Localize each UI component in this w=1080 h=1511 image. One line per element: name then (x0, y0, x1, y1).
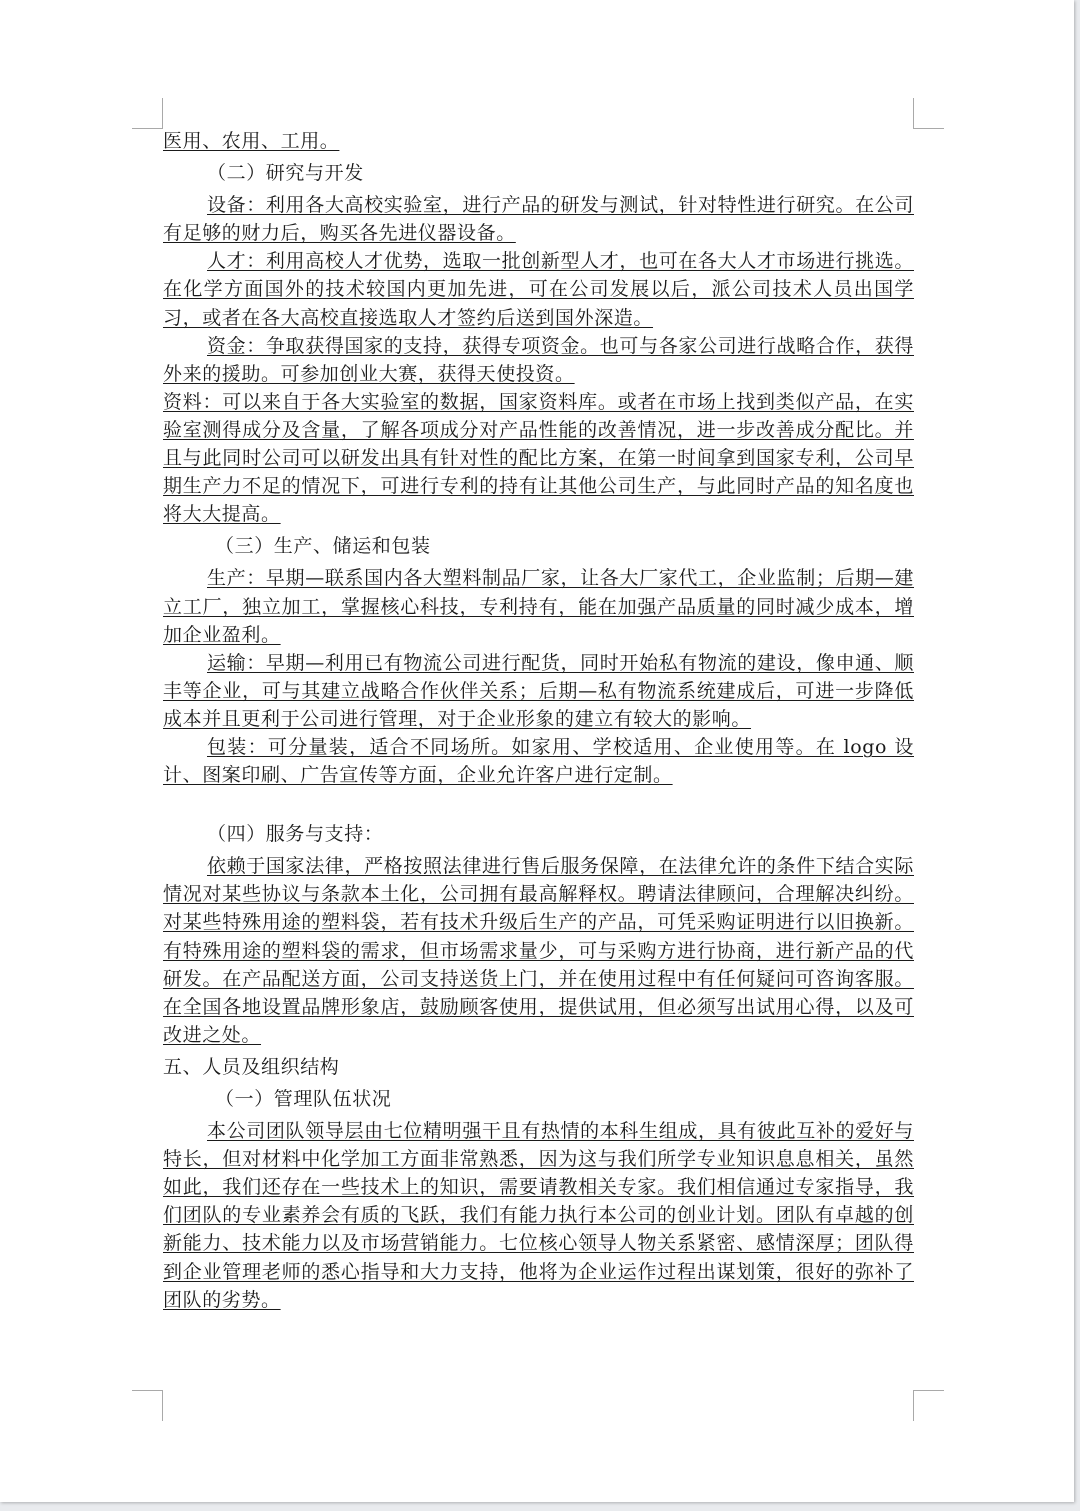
paragraph-transport: 运输：早期—利用已有物流公司进行配货，同时开始私有物流的建设，像申通、顺丰等企业，可与其建立战略合作伙伴关系；后期—私有物流系统建成后，可进一步降低成本并且更利于公司进行管理，对于企业形象的建立有较大的影响。 (163, 651, 914, 730)
document-body[interactable] (163, 127, 914, 1314)
paragraph-team: 本公司团队领导层由七位精明强干且有热情的本科生组成，具有彼此互补的爱好与特长，但对材料中化学加工方面非常熟悉，因为这与我们所学专业知识息息相关，虽然如此，我们还存在一些技术上的知识，需要请教相关专家。我们相信通过专家指导，我们团队的专业素养会有质的飞跃，我们有能力执行本公司的创业计划。团队有卓越的创新能力、技术能力以及市场营销能力。七位核心领导人物关系紧密、感情深厚；团队得到企业管理老师的悉心指导和大力支持，他将为企业运作过程出谋划策，很好的弥补了团队的劣势。 (163, 1120, 914, 1311)
blank-line (163, 789, 914, 816)
crop-mark-top-right (913, 98, 944, 129)
heading-production-storage-packaging: （三）生产、储运和包装 (215, 535, 431, 558)
paragraph-materials: 资料：可以来自于各大实验室的数据，国家资料库。或者在市场上找到类似产品，在实验室测得成分及含量，了解各项成分对产品性能的改善情况，进一步改善成分配比。并且与此同时公司可以研发出具有针对性的配比方案，在第一时间拿到国家专利，公司早期生产力不足的情况下，可进行专利的持有让其他公司生产，与此同时产品的知名度也将大大提高。 (163, 390, 914, 526)
paragraph-funds: 资金：争取获得国家的支持，获得专项资金。也可与各家公司进行战略合作，获得外来的援助。可参加创业大赛，获得天使投资。 (163, 334, 914, 385)
paragraph-intro-tail: 医用、农用、工用。 (163, 130, 340, 152)
paragraph-production: 生产：早期—联系国内各大塑料制品厂家，让各大厂家代工，企业监制；后期—建立工厂，独立加工，掌握核心科技，专利持有，能在加强产品质量的同时减少成本，增加企业盈利。 (163, 567, 914, 646)
paragraph-packaging: 包装：可分量装，适合不同场所。如家用、学校适用、企业使用等。在 logo 设计、图案印刷、广告宣传等方面，企业允许客户进行定制。 (163, 735, 914, 787)
heading-research-development: （二）研究与开发 (207, 162, 364, 185)
crop-mark-bottom-right (913, 1390, 944, 1421)
heading-service-support: （四）服务与支持： (207, 823, 384, 846)
paragraph-talent: 人才：利用高校人才优势，选取一批创新型人才，也可在各大人才市场进行挑选。在化学方面国外的技术较国内更加先进，可在公司发展以后，派公司技术人员出国学习，或者在各大高校直接选取人才签约后送到国外深造。 (163, 250, 914, 329)
heading-personnel-organization: 五、人员及组织结构 (163, 1055, 340, 1078)
crop-mark-top-left (132, 98, 163, 129)
paragraph-service: 依赖于国家法律，严格按照法律进行售后服务保障，在法律允许的条件下结合实际情况对某些协议与条款本土化，公司拥有最高解释权。聘请法律顾问，合理解决纠纷。对某些特殊用途的塑料袋，若有技术升级后生产的产品，可凭采购证明进行以旧换新。有特殊用途的塑料袋的需求，但市场需求量少，可与采购方进行协商，进行新产品的代研发。在产品配送方面，公司支持送货上门，并在使用过程中有任何疑问可咨询客服。在全国各地设置品牌形象店，鼓励顾客使用，提供试用，但必须写出试用心得，以及可改进之处。 (163, 855, 914, 1046)
heading-management-team: （一）管理队伍状况 (215, 1088, 392, 1110)
crop-mark-bottom-left (132, 1390, 163, 1421)
paragraph-equipment: 设备：利用各大高校实验室，进行产品的研发与测试，针对特性进行研究。在公司有足够的财力后，购买各先进仪器设备。 (163, 194, 914, 245)
